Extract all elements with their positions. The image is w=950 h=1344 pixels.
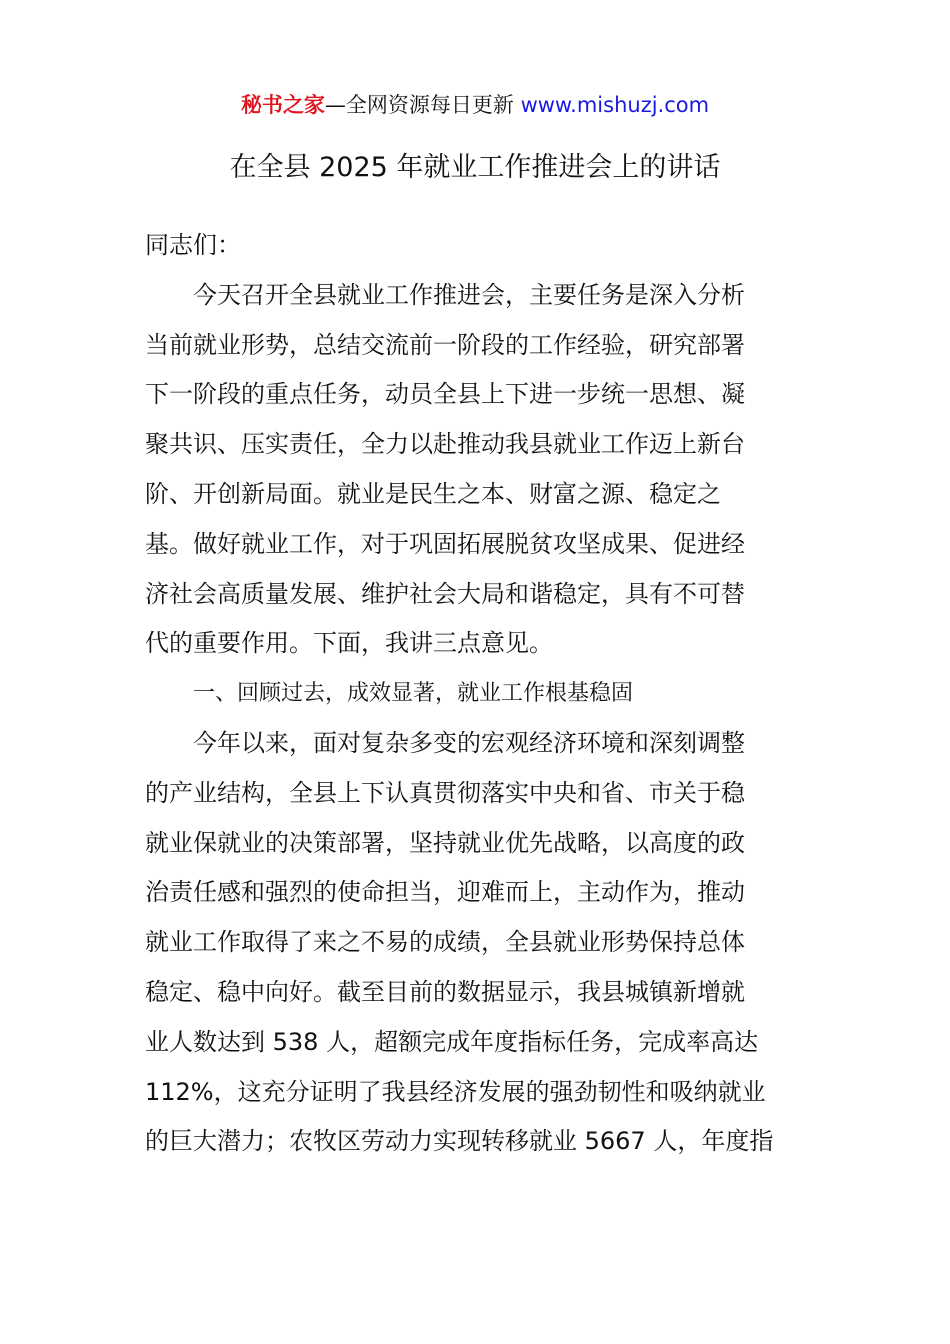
- header-slogan: —全网资源每日更新: [324, 93, 521, 117]
- brand-name: 秘书之家: [240, 93, 325, 117]
- site-header: [0, 88, 950, 122]
- paragraph-line: 济社会高质量发展、维护社会大局和谐稳定，具有不可替: [145, 579, 745, 608]
- paragraph-line: 112%，这充分证明了我县经济发展的强劲韧性和吸纳就业: [145, 1077, 766, 1106]
- paragraph-line: 的产业结构，全县上下认真贯彻落实中央和省、市关于稳: [145, 778, 745, 807]
- section-heading: 一、回顾过去，成效显著，就业工作根基稳固: [193, 681, 634, 707]
- paragraph-line: 的巨大潜力；农牧区劳动力实现转移就业 5667 人，年度指: [145, 1127, 774, 1156]
- document-title: 在全县 2025 年就业工作推进会上的讲话: [229, 152, 721, 183]
- paragraph-line: 代的重要作用。下面，我讲三点意见。: [145, 629, 553, 658]
- document-body: [145, 221, 810, 1167]
- paragraph-line: 就业工作取得了来之不易的成绩，全县就业形势保持总体: [145, 928, 745, 957]
- paragraph-line: 今天召开全县就业工作推进会，主要任务是深入分析: [193, 280, 745, 309]
- paragraph-line: 聚共识、压实责任，全力以赴推动我县就业工作迈上新台: [145, 430, 745, 459]
- paragraph-line: 下一阶段的重点任务，动员全县上下进一步统一思想、凝: [145, 380, 745, 409]
- paragraph-line: 业人数达到 538 人，超额完成年度指标任务，完成率高达: [145, 1027, 759, 1056]
- paragraph-line: 基。做好就业工作，对于巩固拓展脱贫攻坚成果、促进经: [145, 529, 745, 558]
- paragraph-line: 就业保就业的决策部署，坚持就业优先战略，以高度的政: [145, 828, 745, 857]
- paragraph-line: 当前就业形势，总结交流前一阶段的工作经验，研究部署: [145, 330, 745, 359]
- paragraph-line: 今年以来，面对复杂多变的宏观经济环境和深刻调整: [193, 728, 745, 757]
- paragraph-line: 稳定、稳中向好。截至目前的数据显示，我县城镇新增就: [145, 977, 745, 1006]
- paragraph-line: 阶、开创新局面。就业是民生之本、财富之源、稳定之: [145, 479, 721, 508]
- paragraph-line: 治责任感和强烈的使命担当，迎难而上，主动作为，推动: [145, 878, 745, 907]
- salutation: 同志们：: [145, 231, 241, 259]
- site-url-link[interactable]: www.mishuzj.com: [520, 93, 710, 117]
